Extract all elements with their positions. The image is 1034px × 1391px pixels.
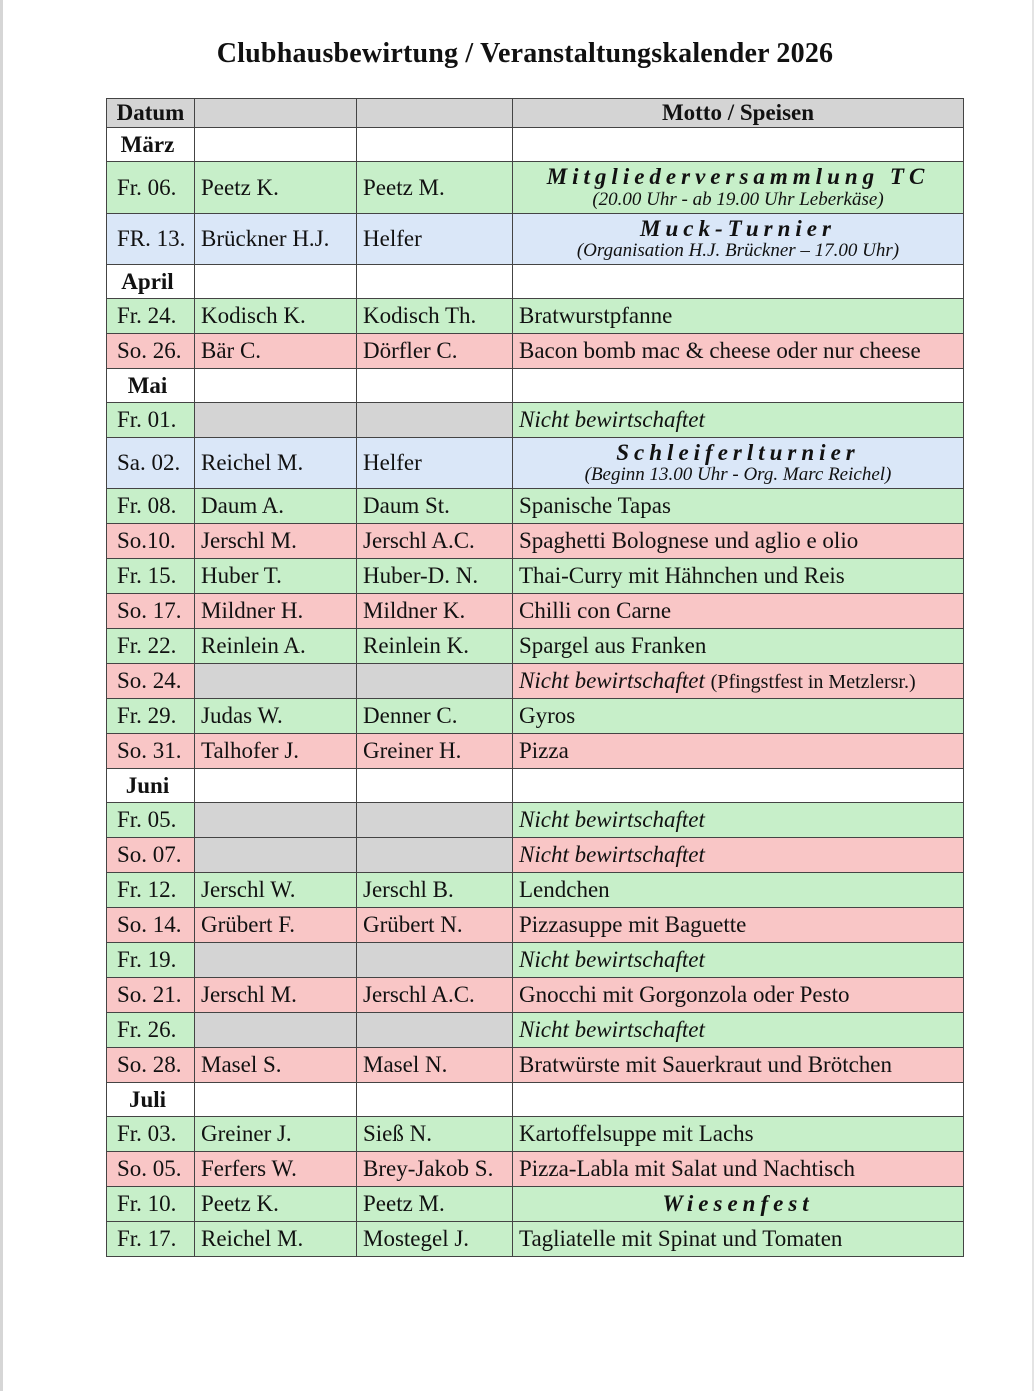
date-cell: So. 17. — [107, 594, 195, 629]
table-header-row — [107, 99, 964, 128]
host1-cell — [195, 838, 357, 873]
table-row — [107, 1117, 964, 1152]
date-cell: So.10. — [107, 524, 195, 559]
date-cell: So. 31. — [107, 734, 195, 769]
menu-cell: Kartoffelsuppe mit Lachs — [513, 1117, 964, 1152]
host1-cell: Grübert F. — [195, 908, 357, 943]
host1-cell: Reinlein A. — [195, 629, 357, 664]
event-subtitle: (Organisation H.J. Brückner – 17.00 Uhr) — [576, 240, 900, 262]
menu-cell: Thai-Curry mit Hähnchen und Reis — [513, 559, 964, 594]
table-row — [107, 908, 964, 943]
event-subtitle: (20.00 Uhr - ab 19.00 Uhr Leberkäse) — [592, 188, 884, 210]
host1-cell: Judas W. — [195, 699, 357, 734]
date-cell: So. 24. — [107, 664, 195, 699]
menu-cell: Pizza-Labla mit Salat und Nachtisch — [513, 1152, 964, 1187]
date-cell: So. 05. — [107, 1152, 195, 1187]
host2-cell — [357, 1013, 513, 1048]
host1-cell: Reichel M. — [195, 438, 357, 489]
menu-cell: Spaghetti Bolognese und aglio e olio — [513, 524, 964, 559]
menu-cell: Gnocchi mit Gorgonzola oder Pesto — [513, 978, 964, 1013]
header-host2 — [357, 99, 513, 128]
header-date: Datum — [107, 99, 195, 128]
event-cell — [513, 162, 964, 214]
host2-cell: Jerschl B. — [357, 873, 513, 908]
menu-cell: Nicht bewirtschaftet — [513, 803, 964, 838]
date-cell: Fr. 05. — [107, 803, 195, 838]
date-cell: Fr. 12. — [107, 873, 195, 908]
host1-cell: Daum A. — [195, 489, 357, 524]
host1-cell: Jerschl M. — [195, 524, 357, 559]
event-title: Schleiferlturnier — [616, 439, 860, 465]
host1-cell: Bär C. — [195, 334, 357, 369]
host2-cell: Mildner K. — [357, 594, 513, 629]
host2-cell: Jerschl A.C. — [357, 524, 513, 559]
date-cell: Fr. 24. — [107, 299, 195, 334]
host1-cell: Reichel M. — [195, 1222, 357, 1257]
date-cell: So. 26. — [107, 334, 195, 369]
host1-cell: Greiner J. — [195, 1117, 357, 1152]
menu-cell: Chilli con Carne — [513, 594, 964, 629]
date-cell: Fr. 26. — [107, 1013, 195, 1048]
date-cell: Fr. 06. — [107, 162, 195, 214]
month-row — [107, 128, 964, 162]
date-cell: So. 21. — [107, 978, 195, 1013]
date-cell: Fr. 08. — [107, 489, 195, 524]
host2-cell: Grübert N. — [357, 908, 513, 943]
menu-cell: Nicht bewirtschaftet — [513, 1013, 964, 1048]
host2-cell: Helfer — [357, 438, 513, 489]
table-row — [107, 699, 964, 734]
table-row — [107, 629, 964, 664]
host1-cell: Mildner H. — [195, 594, 357, 629]
table-row — [107, 1222, 964, 1257]
table-row — [107, 438, 964, 489]
host1-cell: Peetz K. — [195, 162, 357, 214]
table-row — [107, 873, 964, 908]
menu-cell: Lendchen — [513, 873, 964, 908]
host2-cell: Huber-D. N. — [357, 559, 513, 594]
menu-cell: Nicht bewirtschaftet — [513, 838, 964, 873]
menu-cell: Bratwürste mit Sauerkraut und Brötchen — [513, 1048, 964, 1083]
host2-cell: Jerschl A.C. — [357, 978, 513, 1013]
host1-cell: Jerschl M. — [195, 978, 357, 1013]
month-label: April — [107, 265, 195, 299]
host2-cell: Masel N. — [357, 1048, 513, 1083]
host2-cell — [357, 943, 513, 978]
host1-cell — [195, 403, 357, 438]
host2-cell: Denner C. — [357, 699, 513, 734]
event-cell — [513, 438, 964, 489]
menu-cell: Spanische Tapas — [513, 489, 964, 524]
table-row — [107, 559, 964, 594]
menu-cell: Pizza — [513, 734, 964, 769]
month-row — [107, 769, 964, 803]
date-cell: Fr. 29. — [107, 699, 195, 734]
date-cell: Fr. 10. — [107, 1187, 195, 1222]
host1-cell: Ferfers W. — [195, 1152, 357, 1187]
event-subtitle: (Beginn 13.00 Uhr - Org. Marc Reichel) — [584, 464, 892, 486]
host1-cell — [195, 664, 357, 699]
host2-cell: Sieß N. — [357, 1117, 513, 1152]
host1-cell: Jerschl W. — [195, 873, 357, 908]
host2-cell: Kodisch Th. — [357, 299, 513, 334]
host1-cell — [195, 803, 357, 838]
date-cell: Fr. 19. — [107, 943, 195, 978]
host2-cell: Mostegel J. — [357, 1222, 513, 1257]
host1-cell: Brückner H.J. — [195, 214, 357, 265]
host2-cell — [357, 838, 513, 873]
host2-cell: Dörfler C. — [357, 334, 513, 369]
menu-cell: Pizzasuppe mit Baguette — [513, 908, 964, 943]
table-row — [107, 299, 964, 334]
header-host1 — [195, 99, 357, 128]
month-label: Mai — [107, 369, 195, 403]
page-title: Clubhausbewirtung / Veranstaltungskalender 2026 — [216, 38, 834, 69]
table-row — [107, 1013, 964, 1048]
date-cell: Fr. 17. — [107, 1222, 195, 1257]
event-title: Wiesenfest — [513, 1187, 964, 1222]
host1-cell: Masel S. — [195, 1048, 357, 1083]
table-row — [107, 594, 964, 629]
month-row — [107, 1083, 964, 1117]
table-row — [107, 214, 964, 265]
menu-cell: Tagliatelle mit Spinat und Tomaten — [513, 1222, 964, 1257]
date-cell: Sa. 02. — [107, 438, 195, 489]
header-menu: Motto / Speisen — [513, 99, 964, 128]
date-cell: Fr. 22. — [107, 629, 195, 664]
month-label: Juli — [107, 1083, 195, 1117]
table-row — [107, 978, 964, 1013]
event-cell — [513, 214, 964, 265]
month-row — [107, 369, 964, 403]
table-row — [107, 1048, 964, 1083]
menu-cell: Gyros — [513, 699, 964, 734]
host1-cell — [195, 943, 357, 978]
host2-cell: Peetz M. — [357, 1187, 513, 1222]
host1-cell: Huber T. — [195, 559, 357, 594]
host1-cell — [195, 1013, 357, 1048]
month-label: Juni — [107, 769, 195, 803]
menu-cell: Spargel aus Franken — [513, 629, 964, 664]
date-cell: Fr. 03. — [107, 1117, 195, 1152]
menu-cell — [513, 664, 964, 699]
host2-cell — [357, 803, 513, 838]
table-row — [107, 524, 964, 559]
table-row — [107, 838, 964, 873]
date-cell: Fr. 15. — [107, 559, 195, 594]
event-title: Muck-Turnier — [640, 215, 836, 241]
host2-cell: Peetz M. — [357, 162, 513, 214]
date-cell: So. 14. — [107, 908, 195, 943]
date-cell: So. 28. — [107, 1048, 195, 1083]
menu-note: (Pfingstfest in Metzlersr.) — [710, 671, 916, 693]
month-row — [107, 265, 964, 299]
table-row — [107, 1187, 964, 1222]
host2-cell: Greiner H. — [357, 734, 513, 769]
date-cell: FR. 13. — [107, 214, 195, 265]
page-edge-left — [0, 0, 3, 1391]
table-row — [107, 334, 964, 369]
table-row — [107, 162, 964, 214]
menu-cell: Bacon bomb mac & cheese oder nur cheese — [513, 334, 964, 369]
host2-cell: Daum St. — [357, 489, 513, 524]
menu-cell: Nicht bewirtschaftet — [513, 403, 964, 438]
table-row — [107, 803, 964, 838]
date-cell: So. 07. — [107, 838, 195, 873]
date-cell: Fr. 01. — [107, 403, 195, 438]
table-row — [107, 664, 964, 699]
host1-cell: Peetz K. — [195, 1187, 357, 1222]
host2-cell: Reinlein K. — [357, 629, 513, 664]
host2-cell — [357, 664, 513, 699]
menu-cell: Bratwurstpfanne — [513, 299, 964, 334]
table-row — [107, 1152, 964, 1187]
menu-cell: Nicht bewirtschaftet — [513, 943, 964, 978]
host2-cell — [357, 403, 513, 438]
menu-text: Nicht bewirtschaftet — [519, 668, 705, 693]
host1-cell: Talhofer J. — [195, 734, 357, 769]
event-title: Mitgliederversammlung TC — [546, 164, 930, 190]
table-row — [107, 943, 964, 978]
table-row — [107, 403, 964, 438]
calendar-table — [106, 98, 964, 1257]
host1-cell: Kodisch K. — [195, 299, 357, 334]
table-row — [107, 734, 964, 769]
host2-cell: Brey-Jakob S. — [357, 1152, 513, 1187]
host2-cell: Helfer — [357, 214, 513, 265]
month-label: März — [107, 128, 195, 162]
table-row — [107, 489, 964, 524]
